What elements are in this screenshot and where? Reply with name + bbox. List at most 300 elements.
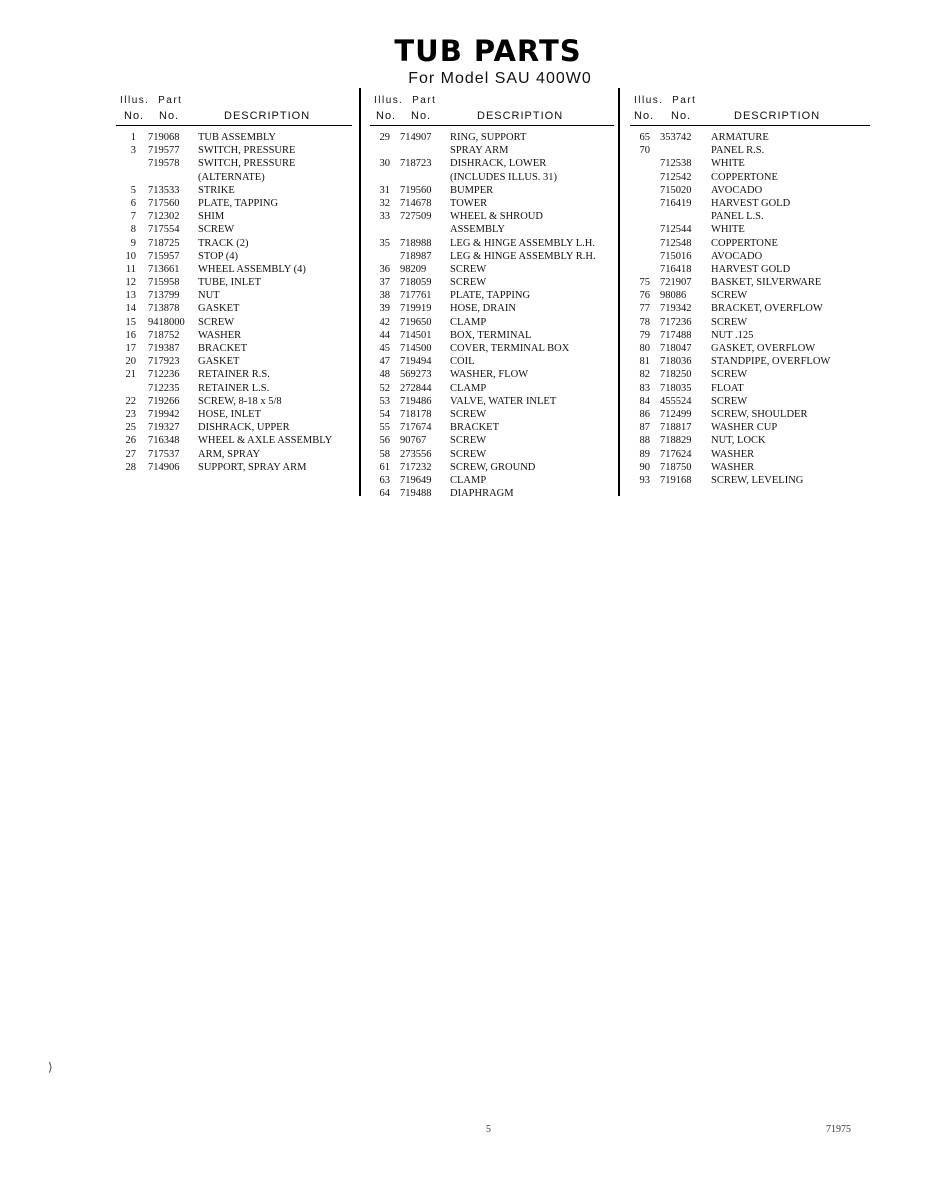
table-row xyxy=(630,171,870,184)
part-number: 717761 xyxy=(400,290,432,302)
part-description: LEG & HINGE ASSEMBLY R.H. xyxy=(450,250,596,262)
part-description: PANEL R.S. xyxy=(711,145,765,157)
table-row xyxy=(116,355,352,368)
illus-number: 32 xyxy=(379,197,390,209)
table-row xyxy=(630,355,870,368)
illus-number: 29 xyxy=(379,132,390,143)
part-number: 712499 xyxy=(660,408,692,420)
part-description: WASHER, FLOW xyxy=(450,369,529,381)
table-row xyxy=(370,250,614,263)
part-number: 714907 xyxy=(400,132,432,143)
part-number: 714500 xyxy=(400,343,432,354)
illus-number: 20 xyxy=(125,356,136,368)
parts-column-2 xyxy=(370,94,614,500)
illus-number: 36 xyxy=(379,263,390,275)
part-description: STOP (4) xyxy=(198,250,238,262)
header-part-no: No. xyxy=(671,110,692,122)
illus-number: 17 xyxy=(125,343,136,354)
part-description: AVOCADO xyxy=(711,250,763,262)
part-number: 719068 xyxy=(148,132,180,143)
document-code: 71975 xyxy=(826,1124,851,1135)
illus-number: 89 xyxy=(639,448,650,460)
part-description: HARVEST GOLD xyxy=(711,263,791,275)
part-number: 713661 xyxy=(148,263,180,275)
part-description: RETAINER L.S. xyxy=(198,382,270,394)
table-row xyxy=(630,223,870,236)
column-header xyxy=(116,94,352,128)
table-row xyxy=(116,197,352,210)
part-description: HARVEST GOLD xyxy=(711,197,791,209)
part-number: 717560 xyxy=(148,197,180,209)
table-row xyxy=(370,368,614,381)
part-description: ARMATURE xyxy=(711,132,769,143)
table-row xyxy=(630,289,870,302)
part-description: NUT xyxy=(198,290,220,302)
table-row xyxy=(630,461,870,474)
part-description: LEG & HINGE ASSEMBLY L.H. xyxy=(450,237,595,249)
illus-number: 77 xyxy=(639,303,650,315)
part-description: RING, SUPPORT xyxy=(450,132,527,143)
illus-number: 75 xyxy=(639,277,650,289)
table-row xyxy=(630,408,870,421)
illus-number: 61 xyxy=(379,461,390,473)
parts-list xyxy=(370,131,614,500)
part-description: TUBE, INLET xyxy=(198,277,261,289)
part-number: 98209 xyxy=(400,263,427,275)
part-number: 712302 xyxy=(148,211,180,223)
table-row xyxy=(370,223,614,236)
part-number: 455524 xyxy=(660,395,692,407)
illus-number: 63 xyxy=(379,474,390,486)
table-row xyxy=(370,210,614,223)
part-description: SWITCH, PRESSURE xyxy=(198,158,296,170)
table-row xyxy=(116,302,352,315)
illus-number: 3 xyxy=(130,145,136,157)
part-description: SCREW xyxy=(198,316,235,328)
table-row xyxy=(370,276,614,289)
part-description: SUPPORT, SPRAY ARM xyxy=(198,461,307,473)
part-number: 719488 xyxy=(400,488,432,500)
part-description: SCREW xyxy=(711,290,748,302)
table-row xyxy=(630,329,870,342)
illus-number: 86 xyxy=(639,408,650,420)
part-number: 714906 xyxy=(148,461,180,473)
part-number: 713878 xyxy=(148,303,180,315)
table-row xyxy=(370,487,614,500)
parts-column-1 xyxy=(116,94,352,474)
part-number: 717537 xyxy=(148,448,180,460)
illus-number: 28 xyxy=(125,461,136,473)
part-description: COIL xyxy=(450,356,475,368)
part-description: DIAPHRAGM xyxy=(450,488,514,500)
illus-number: 8 xyxy=(130,224,136,236)
header-illus-part xyxy=(374,95,436,106)
part-description: TUB ASSEMBLY xyxy=(198,132,277,143)
part-number: 712544 xyxy=(660,224,692,236)
part-number: 717554 xyxy=(148,224,180,236)
illus-number: 26 xyxy=(125,435,136,447)
illus-number: 90 xyxy=(639,461,650,473)
part-number: 717674 xyxy=(400,422,432,434)
part-description: WHITE xyxy=(711,224,745,236)
part-description: SCREW xyxy=(450,408,487,420)
illus-number: 88 xyxy=(639,435,650,447)
table-row xyxy=(370,131,614,144)
part-number: 719342 xyxy=(660,303,692,315)
header-rule xyxy=(370,125,614,126)
table-row xyxy=(630,157,870,170)
part-number: 718725 xyxy=(148,237,180,249)
table-row xyxy=(370,329,614,342)
part-description: WASHER xyxy=(711,461,755,473)
part-description: BRACKET xyxy=(198,343,248,354)
part-number: 716419 xyxy=(660,197,692,209)
illus-number: 55 xyxy=(379,422,390,434)
part-number: 719168 xyxy=(660,474,692,486)
table-row xyxy=(630,382,870,395)
illus-number: 80 xyxy=(639,343,650,354)
part-number: 98086 xyxy=(660,290,687,302)
table-row xyxy=(116,448,352,461)
part-number: 273556 xyxy=(400,448,432,460)
table-row xyxy=(630,250,870,263)
table-row xyxy=(370,355,614,368)
illus-number: 37 xyxy=(379,277,390,289)
part-number: 712236 xyxy=(148,369,180,381)
part-description: COPPERTONE xyxy=(711,171,778,183)
illus-number: 76 xyxy=(639,290,650,302)
table-row xyxy=(116,329,352,342)
illus-number: 31 xyxy=(379,184,390,196)
part-description: SCREW, SHOULDER xyxy=(711,408,808,420)
part-number: 716418 xyxy=(660,263,692,275)
part-description: SWITCH, PRESSURE xyxy=(198,145,296,157)
table-row xyxy=(116,421,352,434)
part-description: BOX, TERMINAL xyxy=(450,329,532,341)
table-row xyxy=(116,342,352,355)
part-number: 715958 xyxy=(148,277,180,289)
illus-number: 11 xyxy=(125,263,136,275)
part-number: 272844 xyxy=(400,382,432,394)
part-description: BRACKET xyxy=(450,422,500,434)
part-number: 718035 xyxy=(660,382,692,394)
illus-number: 84 xyxy=(639,395,650,407)
table-row xyxy=(116,223,352,236)
part-description: WASHER CUP xyxy=(711,422,778,434)
table-row xyxy=(630,474,870,487)
part-number: 718047 xyxy=(660,343,692,354)
part-description: WHITE xyxy=(711,158,745,170)
part-number: 712548 xyxy=(660,237,692,249)
part-description: WASHER xyxy=(711,448,755,460)
header-no: No. xyxy=(124,110,145,122)
header-description: DESCRIPTION xyxy=(224,110,311,122)
illus-number: 81 xyxy=(639,356,650,368)
part-number: 719327 xyxy=(148,422,180,434)
part-number: 717923 xyxy=(148,356,180,368)
table-row xyxy=(630,144,870,157)
part-description: PLATE, TAPPING xyxy=(450,290,531,302)
part-number: 721907 xyxy=(660,277,692,289)
illus-number: 39 xyxy=(379,303,390,315)
part-description: SCREW, GROUND xyxy=(450,461,536,473)
header-rule xyxy=(630,125,870,126)
part-description: STANDPIPE, OVERFLOW xyxy=(711,356,831,368)
part-description: DISHRACK, LOWER xyxy=(450,158,547,170)
table-row xyxy=(630,342,870,355)
illus-number: 21 xyxy=(125,369,136,381)
part-number: 90767 xyxy=(400,435,427,447)
table-row xyxy=(370,184,614,197)
illus-number: 44 xyxy=(379,329,390,341)
part-description: NUT .125 xyxy=(711,329,754,341)
header-no: No. xyxy=(376,110,397,122)
illus-number: 9 xyxy=(130,237,136,249)
part-description: CLAMP xyxy=(450,316,487,328)
table-row xyxy=(116,289,352,302)
table-row xyxy=(630,421,870,434)
table-row xyxy=(116,263,352,276)
header-illus-part xyxy=(634,95,696,106)
part-number: 718036 xyxy=(660,356,692,368)
part-description: SCREW xyxy=(450,448,487,460)
header-description: DESCRIPTION xyxy=(477,110,564,122)
part-number: 353742 xyxy=(660,132,692,143)
table-row xyxy=(116,184,352,197)
table-row xyxy=(630,263,870,276)
part-number: 717488 xyxy=(660,329,692,341)
table-row xyxy=(116,250,352,263)
part-number: 718250 xyxy=(660,369,692,381)
table-row xyxy=(370,171,614,184)
parts-list xyxy=(630,131,870,487)
part-description: GASKET xyxy=(198,303,240,315)
part-number: 713533 xyxy=(148,184,180,196)
illus-number: 83 xyxy=(639,382,650,394)
table-row xyxy=(370,408,614,421)
part-description: SCREW xyxy=(198,224,235,236)
part-number: 715020 xyxy=(660,184,692,196)
part-number: 714678 xyxy=(400,197,432,209)
part-number: 712542 xyxy=(660,171,692,183)
illus-number: 5 xyxy=(130,184,136,196)
table-row xyxy=(116,171,352,184)
part-description: SCREW xyxy=(450,277,487,289)
part-description: NUT, LOCK xyxy=(711,435,766,447)
column-header xyxy=(630,94,870,128)
part-description: SCREW xyxy=(450,435,487,447)
part-number: 713799 xyxy=(148,290,180,302)
table-row xyxy=(630,276,870,289)
table-row xyxy=(630,448,870,461)
illus-number: 33 xyxy=(379,211,390,223)
part-description: ASSEMBLY xyxy=(450,224,505,236)
table-row xyxy=(370,395,614,408)
illus-number: 54 xyxy=(379,408,390,420)
part-description: BUMPER xyxy=(450,184,494,196)
table-row xyxy=(370,197,614,210)
illus-number: 93 xyxy=(639,474,650,486)
column-divider xyxy=(359,88,361,496)
table-row xyxy=(116,316,352,329)
illus-number: 87 xyxy=(639,422,650,434)
part-description: PLATE, TAPPING xyxy=(198,197,279,209)
table-row xyxy=(116,408,352,421)
illus-number: 65 xyxy=(639,132,650,143)
part-description: STRIKE xyxy=(198,184,235,196)
part-number: 718178 xyxy=(400,408,432,420)
illus-number: 12 xyxy=(125,277,136,289)
illus-number: 58 xyxy=(379,448,390,460)
part-description: TRACK (2) xyxy=(198,237,249,249)
illus-number: 70 xyxy=(639,145,650,157)
table-row xyxy=(370,316,614,329)
part-description: RETAINER R.S. xyxy=(198,369,270,381)
table-row xyxy=(116,368,352,381)
header-part-no: No. xyxy=(411,110,432,122)
part-number: 9418000 xyxy=(148,316,185,328)
table-row xyxy=(370,237,614,250)
table-row xyxy=(370,461,614,474)
table-row xyxy=(370,263,614,276)
table-row xyxy=(116,461,352,474)
illus-number: 52 xyxy=(379,382,390,394)
part-number: 716348 xyxy=(148,435,180,447)
part-number: 718723 xyxy=(400,158,432,170)
illus-number: 30 xyxy=(379,158,390,170)
part-number: 718988 xyxy=(400,237,432,249)
table-row xyxy=(370,382,614,395)
part-number: 719649 xyxy=(400,474,432,486)
illus-number: 82 xyxy=(639,369,650,381)
illus-number: 79 xyxy=(639,329,650,341)
illus-number: 10 xyxy=(125,250,136,262)
illus-number: 53 xyxy=(379,395,390,407)
part-number: 714501 xyxy=(400,329,432,341)
table-row xyxy=(370,302,614,315)
part-number: 719486 xyxy=(400,395,432,407)
table-row xyxy=(630,237,870,250)
table-row xyxy=(370,474,614,487)
header-rule xyxy=(116,125,352,126)
illus-number: 7 xyxy=(130,211,136,223)
illus-number: 14 xyxy=(125,303,136,315)
part-description: VALVE, WATER INLET xyxy=(450,395,557,407)
table-row xyxy=(370,421,614,434)
part-description: WHEEL & SHROUD xyxy=(450,211,543,223)
part-number: 719387 xyxy=(148,343,180,354)
table-row xyxy=(116,157,352,170)
header-description: DESCRIPTION xyxy=(734,110,821,122)
table-row xyxy=(630,395,870,408)
part-description: SCREW xyxy=(711,369,748,381)
illus-number: 23 xyxy=(125,408,136,420)
part-number: 719650 xyxy=(400,316,432,328)
illus-number: 6 xyxy=(130,197,136,209)
part-description: FLOAT xyxy=(711,382,744,394)
table-row xyxy=(630,210,870,223)
part-description: SPRAY ARM xyxy=(450,145,509,157)
parts-column-3 xyxy=(630,94,870,487)
header-part: Part xyxy=(672,95,697,106)
table-row xyxy=(630,434,870,447)
illus-number: 22 xyxy=(125,395,136,407)
table-row xyxy=(630,184,870,197)
part-description: HOSE, DRAIN xyxy=(450,303,516,315)
part-description: BASKET, SILVERWARE xyxy=(711,277,822,289)
page-number: 5 xyxy=(486,1124,491,1135)
illus-number: 1 xyxy=(130,132,136,143)
header-part-no: No. xyxy=(159,110,180,122)
page-title: TUB PARTS xyxy=(394,34,582,68)
part-number: 719560 xyxy=(400,184,432,196)
part-description: COPPERTONE xyxy=(711,237,778,249)
table-row xyxy=(370,289,614,302)
parts-list xyxy=(116,131,352,474)
illus-number: 45 xyxy=(379,343,390,354)
illus-number: 56 xyxy=(379,435,390,447)
part-number: 569273 xyxy=(400,369,432,381)
part-number: 715957 xyxy=(148,250,180,262)
table-row xyxy=(370,144,614,157)
part-number: 719266 xyxy=(148,395,180,407)
illus-number: 15 xyxy=(125,316,136,328)
part-number: 719494 xyxy=(400,356,432,368)
table-row xyxy=(116,144,352,157)
table-row xyxy=(630,131,870,144)
table-row xyxy=(116,131,352,144)
table-row xyxy=(116,395,352,408)
part-number: 718750 xyxy=(660,461,692,473)
part-number: 717624 xyxy=(660,448,692,460)
illus-number: 47 xyxy=(379,356,390,368)
table-row xyxy=(630,197,870,210)
part-number: 718752 xyxy=(148,329,180,341)
illus-number: 38 xyxy=(379,290,390,302)
illus-number: 35 xyxy=(379,237,390,249)
part-number: 719919 xyxy=(400,303,432,315)
page-subtitle: For Model SAU 400W0 xyxy=(408,70,592,87)
part-description: GASKET xyxy=(198,356,240,368)
table-row xyxy=(370,342,614,355)
part-number: 717236 xyxy=(660,316,692,328)
part-description: SCREW xyxy=(711,316,748,328)
part-number: 712235 xyxy=(148,382,180,394)
part-number: 718987 xyxy=(400,250,432,262)
part-description: WHEEL & AXLE ASSEMBLY xyxy=(198,435,333,447)
header-illus: Illus. xyxy=(120,95,150,106)
illus-number: 25 xyxy=(125,422,136,434)
header-no: No. xyxy=(634,110,655,122)
table-row xyxy=(116,237,352,250)
part-number: 719578 xyxy=(148,158,180,170)
part-description: SCREW, LEVELING xyxy=(711,474,804,486)
part-description: AVOCADO xyxy=(711,184,763,196)
table-row xyxy=(370,448,614,461)
part-number: 717232 xyxy=(400,461,432,473)
header-illus: Illus. xyxy=(374,95,404,106)
part-description: ARM, SPRAY xyxy=(198,448,261,460)
part-description: WHEEL ASSEMBLY (4) xyxy=(198,263,306,275)
table-row xyxy=(370,434,614,447)
part-description: PANEL L.S. xyxy=(711,211,764,223)
header-part: Part xyxy=(412,95,437,106)
part-description: DISHRACK, UPPER xyxy=(198,422,290,434)
part-number: 715016 xyxy=(660,250,692,262)
part-number: 718817 xyxy=(660,422,692,434)
part-description: SCREW xyxy=(450,263,487,275)
illus-number: 13 xyxy=(125,290,136,302)
